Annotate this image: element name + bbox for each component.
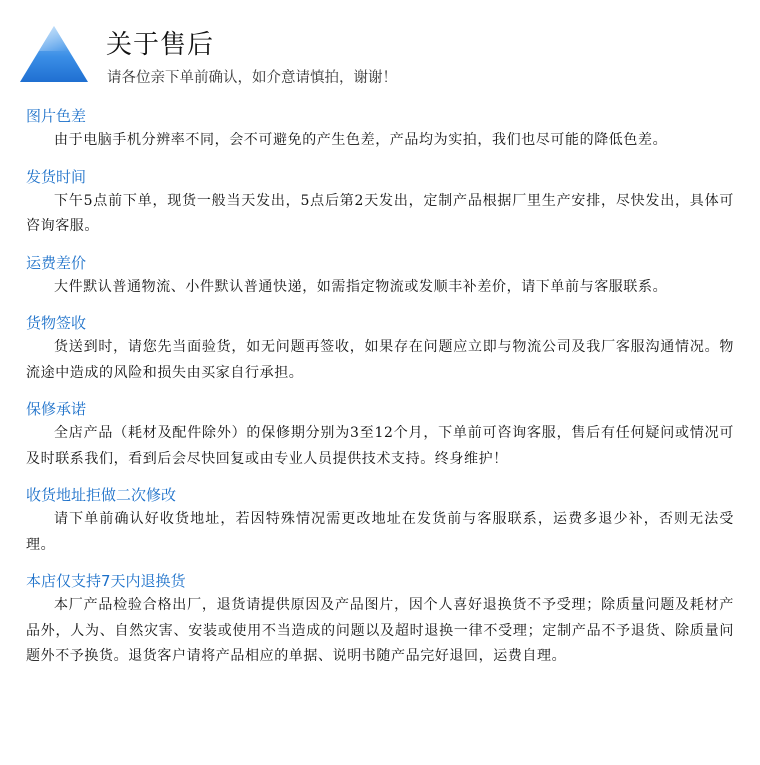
- section-body: 下午5点前下单，现货一般当天发出，5点后第2天发出，定制产品根据厂里生产安排，尽快发出，具体可咨询客服。: [26, 192, 734, 234]
- section-heading: 本店仅支持7天内退换货: [26, 572, 186, 590]
- section-body: 由于电脑手机分辨率不同，会不可避免的产生色差，产品均为实拍，我们也尽可能的降低色差。: [54, 132, 668, 148]
- section-returns: [0, 569, 760, 670]
- section-heading: 发货时间: [26, 167, 87, 186]
- section-heading: 收货地址拒做二次修改: [26, 486, 177, 504]
- section-warranty: [0, 397, 760, 472]
- section-goods-receipt: [0, 311, 760, 386]
- page-subtitle: 请各位亲下单前确认，如介意请慎拍，谢谢！: [107, 70, 397, 86]
- section-heading: 运费差价: [26, 253, 87, 272]
- after-sales-content: [0, 104, 760, 681]
- section-heading: 货物签收: [26, 314, 87, 332]
- section-body: 请下单前确认好收货地址，若因特殊情况需更改地址在发货前与客服联系，运费多退少补，否则无法受理。: [26, 511, 734, 553]
- section-shipping-fee: [0, 251, 760, 301]
- section-heading: 保修承诺: [26, 400, 87, 418]
- header: [0, 0, 760, 100]
- section-body: 全店产品（耗材及配件除外）的保修期分别为3至12个月，下单前可咨询客服，售后有任何疑问或情况可及时联系我们，看到后会尽快回复或由专业人员提供技术支持。终身维护！: [26, 425, 734, 467]
- section-image-color-difference: [0, 104, 760, 154]
- section-heading: 图片色差: [26, 107, 87, 125]
- section-body: 本厂产品检验合格出厂，退货请提供原因及产品图片，因个人喜好退换货不予受理；除质量问题及耗材产品外，人为、自然灾害、安装或使用不当造成的问题以及超时退换一律不受理；定制产品不予退货、除质量问题外不予换货。退货客户请将产品相应的单据、说明书随产品完好退回，运费自理。: [26, 597, 734, 664]
- section-body: 货送到时，请您先当面验货，如无问题再签收，如果存在问题应立即与物流公司及我厂客服沟通情况。物流途中造成的风险和损失由买家自行承担。: [26, 339, 734, 381]
- blue-triangle-icon: [19, 25, 89, 83]
- page-title: 关于售后: [106, 30, 215, 60]
- section-body: 大件默认普通物流、小件默认普通快递，如需指定物流或发顺丰补差价，请下单前与客服联系。: [54, 278, 668, 295]
- section-address-change: [0, 483, 760, 558]
- section-shipping-time: [0, 165, 760, 240]
